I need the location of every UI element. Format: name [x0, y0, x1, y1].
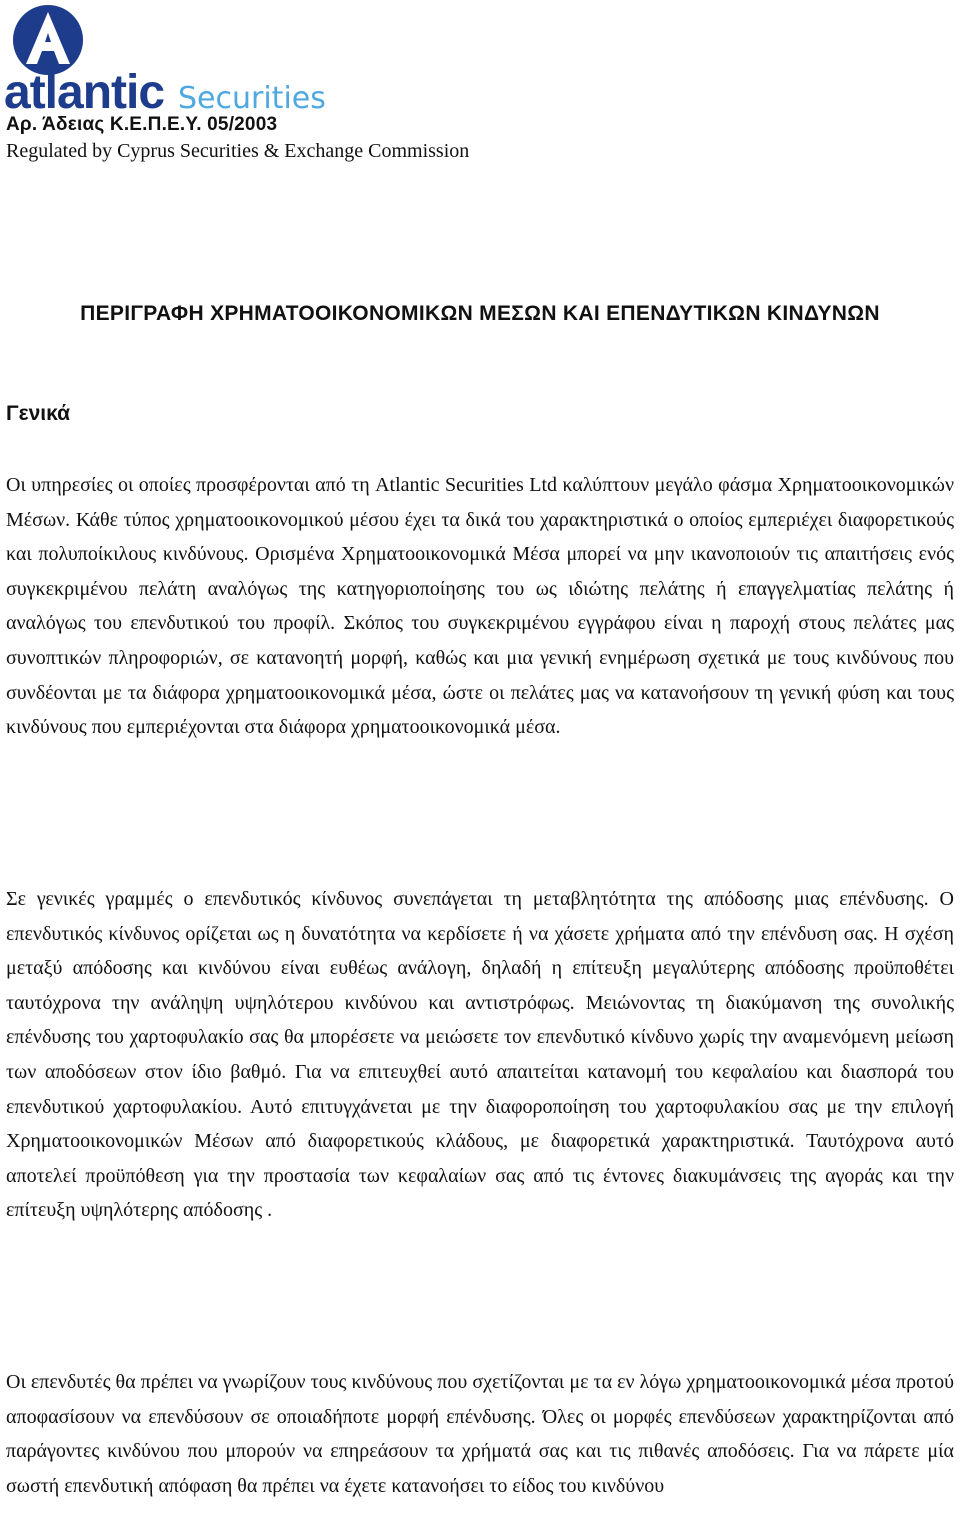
regulator-notice: Regulated by Cyprus Securities & Exchange Commission — [6, 140, 470, 162]
section-heading: Γενικά — [6, 402, 71, 425]
logo-graphic — [4, 2, 334, 114]
logo-brand-sub: Securities — [178, 81, 326, 114]
document-title: ΠΕΡΙΓΡΑΦΗ ΧΡΗΜΑΤΟΟΙΚΟΝΟΜΙΚΩΝ ΜΕΣΩΝ ΚΑΙ ΕΠΕΝΔΥΤΙΚΩΝ ΚΙΝΔΥΝΩΝ — [80, 302, 880, 325]
paragraph-investment-risk: Σε γενικές γραμμές ο επενδυτικός κίνδυνος συνεπάγεται τη μεταβλητότητα της απόδοσης μιας επένδυσης. Ο επενδυτικός κίνδυνος ορίζεται ως η δυνατότητα να κερδίσετε ή να χάσετε χρήματα από την επένδυση σας. Η σχέση μεταξύ απόδοσης και κινδύνου είναι ευθέως ανάλογη, δηλαδή η επίτευξη μεγαλύτερης απόδοσης προϋποθέτει ταυτόχρονα την ανάληψη υψηλότερου κινδύνου και αντιστρόφως. Μειώνοντας τη διακύμανση της συνολικής επένδυσης του χαρτοφυλακίο σας θα μπορέσετε να μειώσετε τον επενδυτικό κίνδυνο χωρίς την αναμενόμενη μείωση των αποδόσεων στον ίδιο βαθμό. Για να επιτευχθεί αυτό απαιτείται κατανομή του κεφαλαίου και διασπορά του επενδυτικού χαρτοφυλακίου. Αυτό επιτυγχάνεται με την διαφοροποίηση του χαρτοφυλακίου σας με την επιλογή Χρηματοοικονομικών Μέσων από διαφορετικούς κλάδους, με διαφορετικά χαρακτηριστικά. Ταυτόχρονα αυτό αποτελεί προϋπόθεση για την προστασία των κεφαλαίων σας από τις έντονες διακυμάνσεις της αγοράς και την επίτευξη υψηλότερης απόδοσης . — [6, 888, 954, 1222]
paragraph-investor-awareness: Οι επενδυτές θα πρέπει να γνωρίζουν τους κινδύνους που σχετίζονται με τα εν λόγω χρηματοοικονομικά μέσα προτού αποφασίσουν να επενδύσουν σε οποιαδήποτε μορφή επένδυσης. Όλες οι μορφές επενδύσεων χαρακτηρίζονται από παράγοντες κινδύνου που μπορούν να επηρεάσουν τα χρήματά σας και τις πιθανές αποδόσεις. Για να πάρετε μία σωστή επενδυτική απόφαση θα πρέπει να έχετε κατανοήσει το είδος του κινδύνου — [6, 1371, 954, 1497]
logo-brand-main: atlantic — [4, 66, 165, 114]
license-number: Αρ. Άδειας Κ.Ε.Π.Ε.Υ. 05/2003 — [6, 114, 278, 135]
atlantic-securities-logo — [4, 2, 334, 114]
paragraph-general-overview: Οι υπηρεσίες οι οποίες προσφέρονται από τη Atlantic Securities Ltd καλύπτουν μεγάλο φάσμα Χρηματοοικονομικών Μέσων. Κάθε τύπος χρηματοοικονομικού μέσου έχει τα δικά του χαρακτηριστικά ο οποίος εμπεριέχει διαφορετικούς και πολυποίκιλους κινδύνους. Ορισμένα Χρηματοοικονομικά Μέσα μπορεί να μην ικανοποιούν τις απαιτήσεις ενός συγκεκριμένου πελάτη αναλόγως της κατηγοριοποίησης του ως ιδιώτης πελάτης ή επαγγελματίας πελάτης ή αναλόγως του επενδυτικού του προφίλ. Σκόπος του συγκεκριμένου εγγράφου είναι η παροχή στους πελάτες μας συνοπτικών πληροφοριών, σε κατανοητή μορφή, καθώς και μια γενική ενημέρωση σχετικά με τους κινδύνους που συνδέονται με τα διάφορα χρηματοοικονομικά μέσα, ώστε οι πελάτες μας να κατανοήσουν τη γενική φύση και τους κινδύνους που εμπεριέχονται στα διάφορα χρηματοοικονομικά μέσα. — [6, 474, 954, 739]
